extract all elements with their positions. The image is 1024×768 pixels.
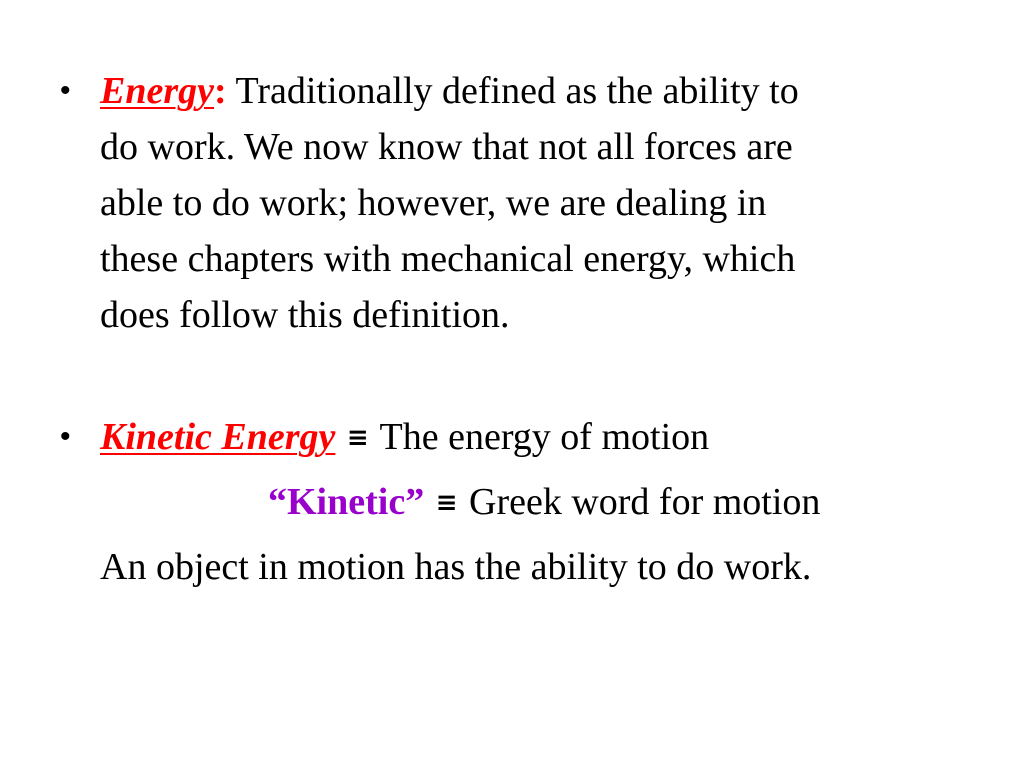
kinetic-statement: An object in motion has the ability to do work. (100, 546, 812, 588)
energy-line-5: does follow this definition. (100, 294, 510, 336)
equivalence-symbol: ≡ (346, 423, 369, 453)
energy-line-2: do work. We now know that not all forces are (100, 126, 793, 168)
kinetic-definition (100, 409, 960, 595)
energy-text-1: Traditionally defined as the ability to (226, 70, 799, 112)
energy-line-3: able to do work; however, we are dealing in (100, 182, 767, 224)
energy-line-4: these chapters with mechanical energy, which (100, 238, 796, 280)
kinetic-word-definition: Greek word for motion (469, 481, 821, 523)
kinetic-energy-bullet (60, 409, 964, 595)
kinetic-quoted-word: “Kinetic” (268, 481, 425, 523)
kinetic-energy-term: Kinetic Energy (100, 416, 336, 458)
equivalence-symbol: ≡ (435, 488, 458, 518)
kinetic-energy-definition: The energy of motion (379, 416, 710, 458)
kinetic-line (100, 409, 960, 466)
bullet-dot: • (60, 420, 71, 453)
energy-colon: : (214, 70, 227, 112)
energy-bullet (60, 63, 964, 343)
kinetic-word-line (100, 474, 960, 531)
energy-term: Energy (100, 70, 214, 112)
bullet-dot: • (60, 74, 71, 107)
energy-line-1 (100, 63, 960, 119)
energy-definition (100, 63, 960, 343)
